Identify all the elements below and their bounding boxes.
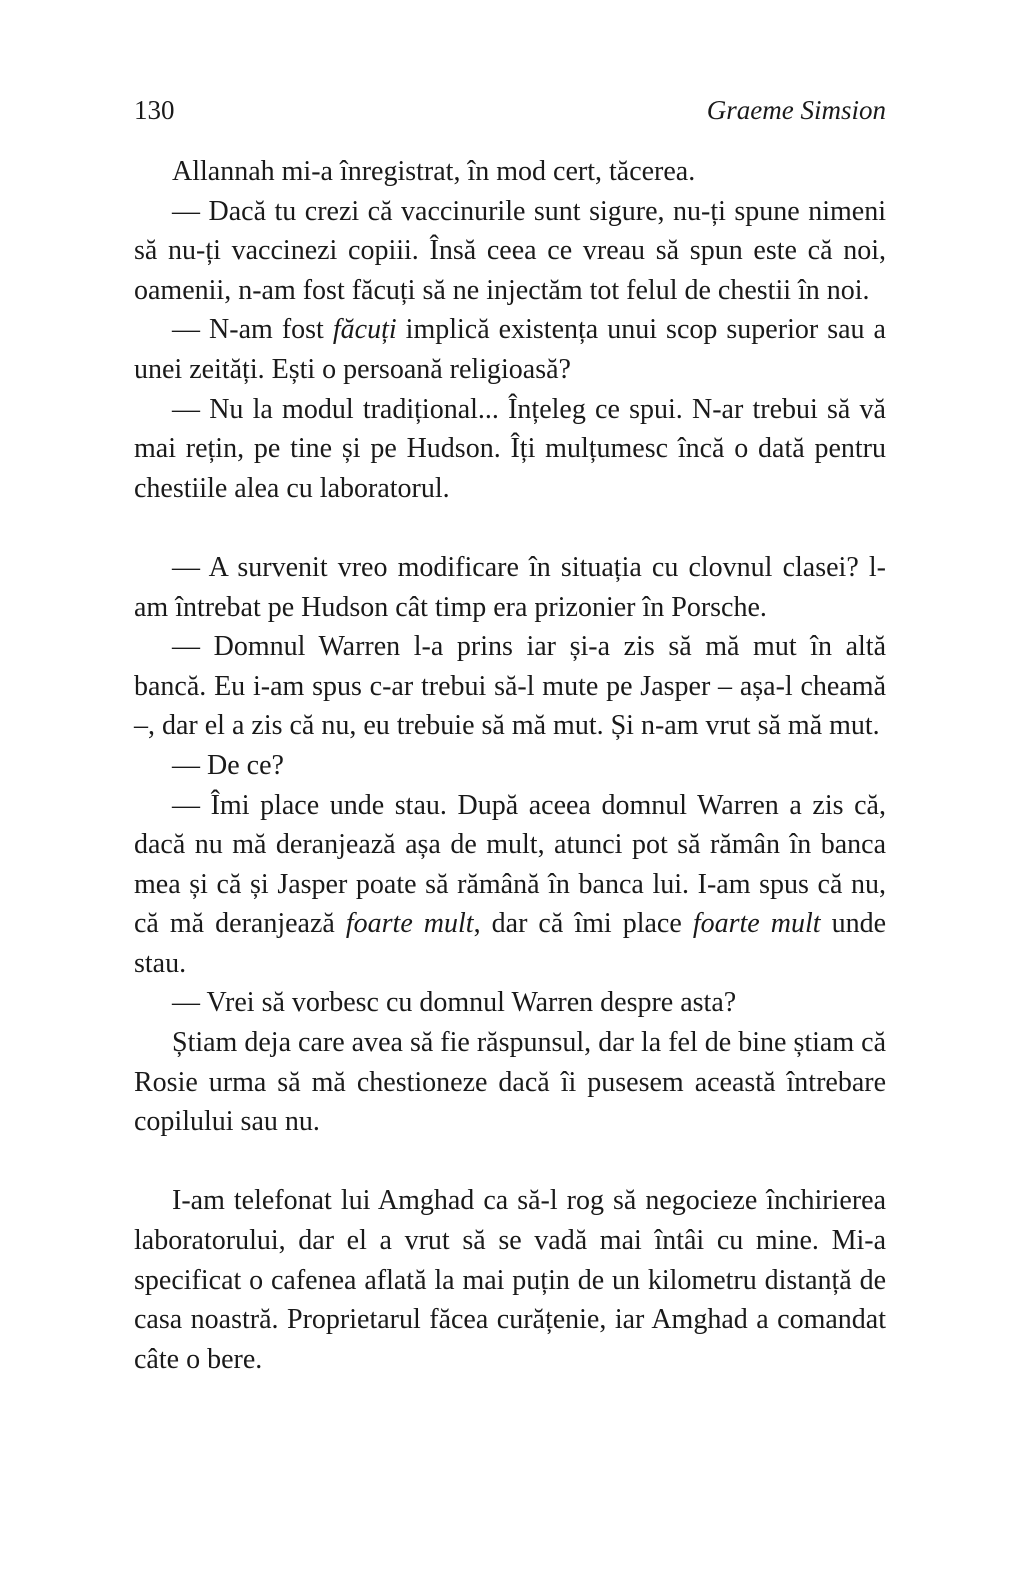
emphasis: foarte mult	[692, 908, 821, 940]
running-head: Graeme Simsion	[706, 95, 886, 125]
paragraph: Allannah mi-a înregistrat, în mod cert, tăcerea.	[172, 156, 696, 187]
paragraph	[134, 786, 886, 984]
paragraph: — De ce?	[172, 749, 284, 781]
paragraph: — A survenit vreo modificare în situația cu clovnul clasei? l-am întrebat pe Hudson cât timp era prizonier în Porsche.	[134, 551, 886, 623]
paragraph: — Nu la modul tradițional... Înțeleg ce spui. N-ar trebui să vă mai rețin, pe tine și pe Hudson. Îți mulțumesc încă o dată pentru chestiile alea cu laboratorul.	[134, 393, 886, 504]
text-run: unde stau.	[134, 908, 887, 979]
paragraph: Știam deja care avea să fie răspunsul, dar la fel de bine știam că Rosie urma să mă chestioneze dacă îi pusesem această întrebare copilului sau nu.	[134, 1027, 886, 1138]
emphasis: făcuți	[332, 314, 397, 346]
text-run: — N-am fost	[172, 314, 333, 346]
text-run: , dar că îmi place	[473, 908, 693, 940]
section-break	[134, 508, 886, 548]
emphasis: foarte mult	[345, 908, 474, 940]
page-header	[134, 92, 886, 128]
paragraph: — Domnul Warren l-a prins iar și-a zis să mă mut în altă bancă. Eu i-am spus c-ar trebui să-l mute pe Jasper – așa-l cheamă –, dar el a zis că nu, eu trebuie să mă mut. Și n-am vrut să mă mut.	[134, 631, 886, 742]
paragraph	[134, 310, 886, 389]
page-body	[134, 152, 886, 1379]
paragraph: — Dacă tu crezi că vaccinurile sunt sigure, nu-ți spune nimeni să nu-ți vaccinezi copiii. Însă ceea ce vreau să spun este că noi, oamenii, n-am fost făcuți să ne injectăm tot felul de chestii în noi.	[134, 195, 886, 306]
section-break	[134, 1142, 886, 1182]
text-run: implică existența unui scop superior sau a unei zeități. Ești o persoană religioasă?	[134, 314, 886, 385]
page-number: 130	[134, 95, 175, 125]
paragraph: I-am telefonat lui Amghad ca să-l rog să negocieze închirierea laboratorului, dar el a vrut să se vadă mai întâi cu mine. Mi-a specificat o cafenea aflată la mai puțin de un kilometru distanță de casa noastră. Proprietarul făcea curățenie, iar Amghad a comandat câte o bere.	[134, 1185, 886, 1375]
paragraph: — Vrei să vorbesc cu domnul Warren despre asta?	[172, 987, 737, 1019]
text-run: — Îmi place unde stau. După aceea domnul Warren a zis că, dacă nu mă deranjează așa de mult, atunci pot să rămân în banca mea și că și Jasper poate să rămână în banca lui. I-am spus că nu, că mă deranjează	[134, 789, 886, 940]
